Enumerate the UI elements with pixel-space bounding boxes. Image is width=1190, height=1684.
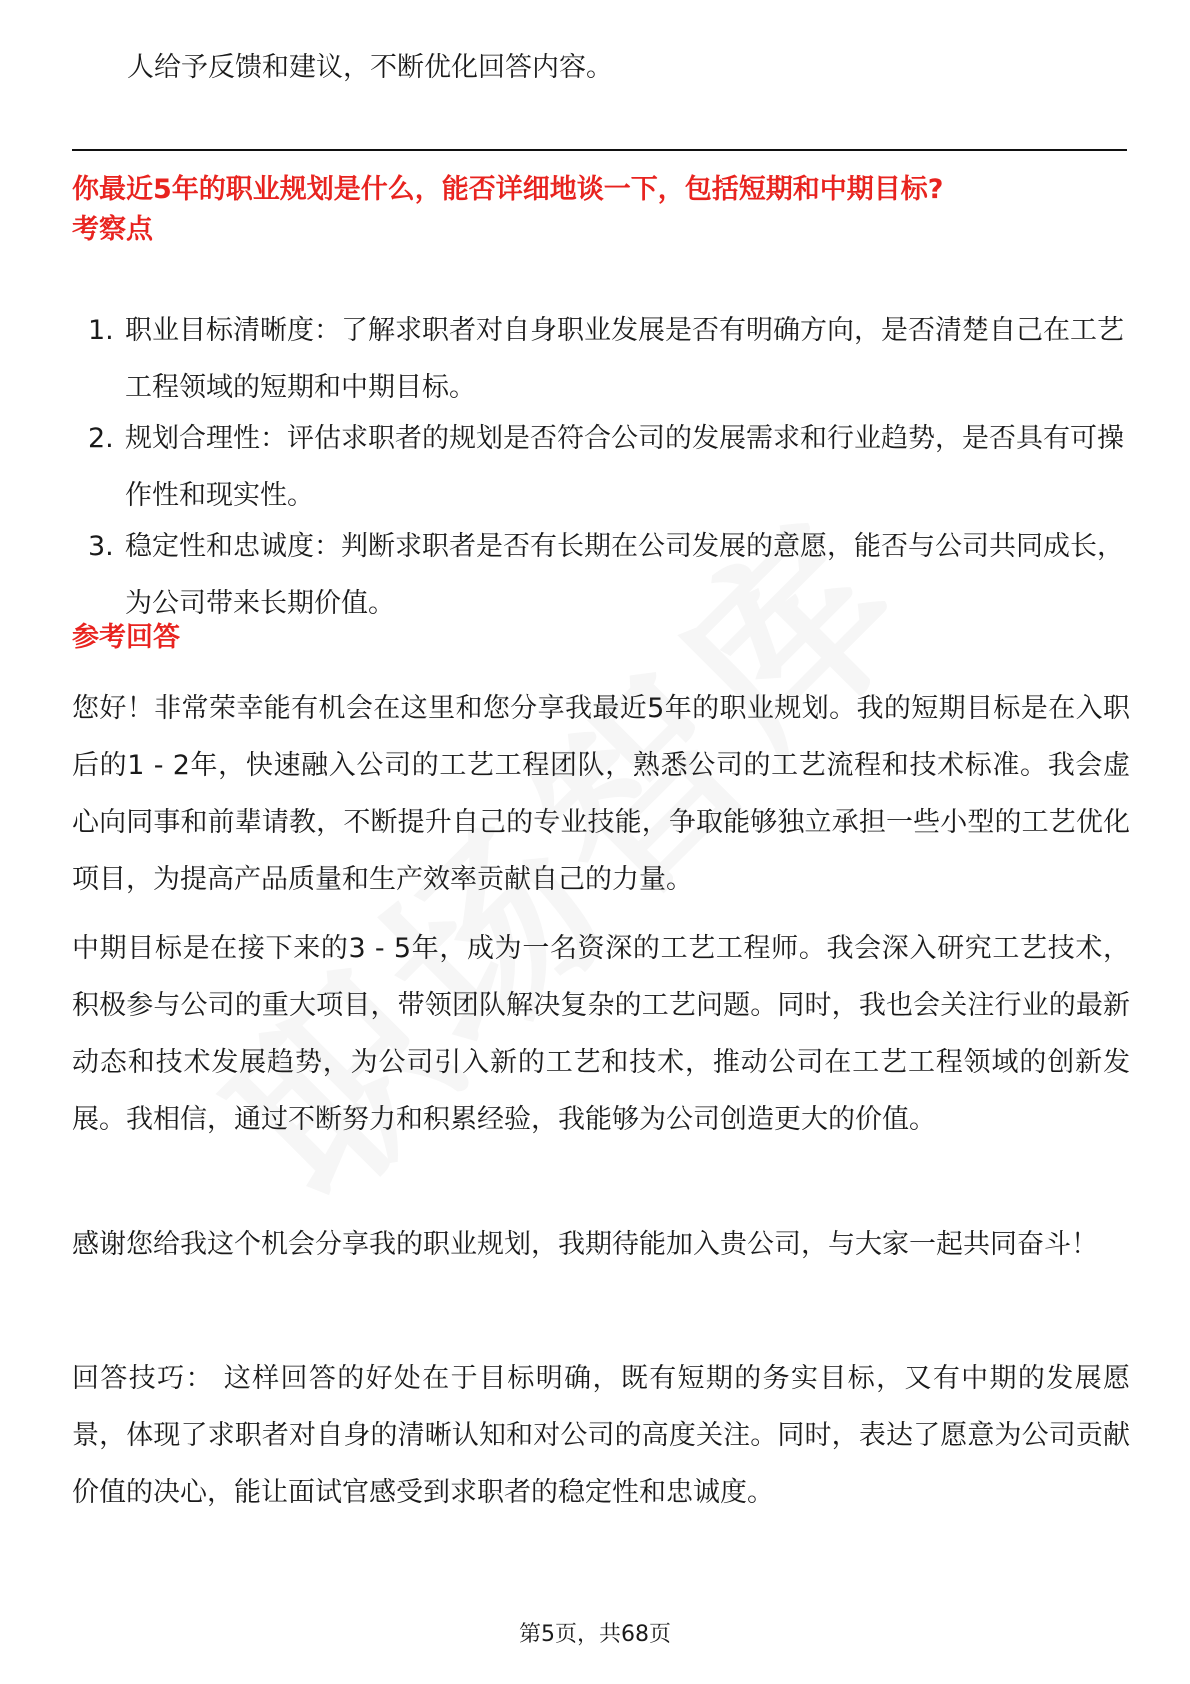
continuation-text: 人给予反馈和建议，不断优化回答内容。 xyxy=(127,52,613,83)
considerations-list xyxy=(72,302,1130,626)
considerations-title: 考察点 xyxy=(72,214,153,245)
list-item-number: 3. xyxy=(88,531,114,562)
list-item-number: 2. xyxy=(88,423,114,454)
list-item xyxy=(72,410,1130,518)
list-item-text: 稳定性和忠诚度：判断求职者是否有长期在公司发展的意愿，能否与公司共同成长，为公司带来长期价值。 xyxy=(125,531,1124,619)
list-item-text: 职业目标清晰度：了解求职者对自身职业发展是否有明确方向，是否清楚自己在工艺工程领域的短期和中期目标。 xyxy=(125,315,1124,403)
list-item xyxy=(72,302,1130,410)
list-item-text: 规划合理性：评估求职者的规划是否符合公司的发展需求和行业趋势，是否具有可操作性和现实性。 xyxy=(125,423,1124,511)
answer-paragraph: 您好！非常荣幸能有机会在这里和您分享我最近5年的职业规划。我的短期目标是在入职后的1 - 2年，快速融入公司的工艺工程团队，熟悉公司的工艺流程和技术标准。我会虚心向同事和前辈请教，不断提升自己的专业技能，争取能够独立承担一些小型的工艺优化项目，为提高产品质量和生产效率贡献自己的力量。 xyxy=(72,693,1130,895)
question-heading: 你最近5年的职业规划是什么，能否详细地谈一下，包括短期和中期目标? xyxy=(72,174,944,205)
section-divider xyxy=(72,149,1127,151)
answer-tips-paragraph: 回答技巧： 这样回答的好处在于目标明确，既有短期的务实目标，又有中期的发展愿景，体现了求职者对自身的清晰认知和对公司的高度关注。同时，表达了愿意为公司贡献价值的决心，能让面试官感受到求职者的稳定性和忠诚度。 xyxy=(72,1363,1130,1508)
list-item-number: 1. xyxy=(88,315,114,346)
reference-answer-title: 参考回答 xyxy=(72,622,180,653)
list-item xyxy=(72,518,1130,626)
answer-paragraph: 感谢您给我这个机会分享我的职业规划，我期待能加入贵公司，与大家一起共同奋斗！ xyxy=(72,1229,1098,1260)
page-footer: 第5页，共68页 xyxy=(519,1622,671,1647)
answer-paragraph: 中期目标是在接下来的3 - 5年，成为一名资深的工艺工程师。我会深入研究工艺技术，积极参与公司的重大项目，带领团队解决复杂的工艺问题。同时，我也会关注行业的最新动态和技术发展趋势，为公司引入新的工艺和技术，推动公司在工艺工程领域的创新发展。我相信，通过不断努力和积累经验，我能够为公司创造更大的价值。 xyxy=(72,933,1130,1135)
